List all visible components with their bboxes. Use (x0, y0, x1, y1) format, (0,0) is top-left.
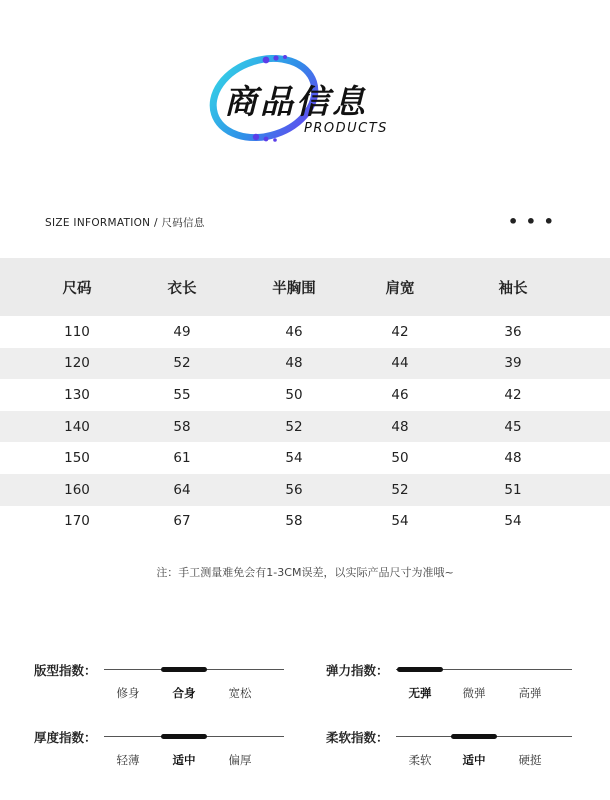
table-cell: 49 (173, 323, 191, 340)
table-row (0, 316, 610, 348)
table-cell: 36 (504, 323, 522, 340)
table-cell: 42 (391, 323, 409, 340)
table-cell: 48 (504, 450, 522, 467)
table-cell: 52 (285, 418, 303, 435)
table-cell: 120 (64, 355, 90, 372)
table-cell: 52 (173, 355, 191, 372)
table-row (0, 442, 610, 474)
more-icon: • • • (508, 212, 555, 231)
elasticity-option: 微弹 (462, 686, 486, 700)
table-cell: 64 (173, 481, 191, 498)
table-row (0, 474, 610, 506)
table-cell: 56 (285, 481, 303, 498)
fit-option: 合身 (172, 686, 196, 700)
table-header-cell: 尺码 (62, 280, 92, 297)
softness-option: 适中 (462, 753, 486, 767)
table-cell: 54 (391, 513, 409, 530)
softness-index (326, 728, 576, 768)
table-cell: 50 (285, 386, 303, 403)
table-cell: 55 (173, 386, 191, 403)
softness-index-label: 柔软指数： (326, 730, 389, 745)
measurement-note: 注：手工测量难免会有1-3CM误差，以实际产品尺寸为准哦~ (156, 566, 454, 579)
section-title: SIZE INFORMATION / 尺码信息 (45, 217, 205, 229)
table-cell: 44 (391, 355, 409, 372)
table-row (0, 411, 610, 443)
table-cell: 67 (173, 513, 191, 530)
table-cell: 39 (504, 355, 522, 372)
thickness-option: 适中 (172, 753, 196, 767)
elasticity-index (326, 661, 576, 701)
table-cell: 130 (64, 386, 90, 403)
table-cell: 46 (285, 323, 303, 340)
table-row (0, 348, 610, 380)
table-cell: 110 (64, 323, 90, 340)
table-header-row (0, 258, 610, 316)
table-cell: 58 (173, 418, 191, 435)
table-cell: 45 (504, 418, 522, 435)
table-cell: 52 (391, 481, 409, 498)
page-title: 商品信息 (224, 82, 368, 121)
table-header-cell: 半胸围 (272, 280, 316, 297)
softness-option: 硬挺 (518, 753, 542, 767)
elasticity-index-marker (397, 667, 443, 672)
table-cell: 140 (64, 418, 90, 435)
table-cell: 51 (504, 481, 522, 498)
thickness-index-label: 厚度指数： (34, 730, 97, 745)
table-cell: 42 (504, 386, 522, 403)
table-header-cell: 袖长 (498, 280, 528, 297)
table-row (0, 379, 610, 411)
thickness-index-marker (161, 734, 207, 739)
table-cell: 160 (64, 481, 90, 498)
elasticity-option: 高弹 (518, 686, 542, 700)
fit-index-label: 版型指数： (34, 663, 97, 678)
table-cell: 48 (285, 355, 303, 372)
thickness-option: 偏厚 (228, 753, 252, 767)
table-cell: 54 (285, 450, 303, 467)
table-cell: 170 (64, 513, 90, 530)
table-cell: 150 (64, 450, 90, 467)
table-row (0, 506, 610, 538)
products-logo (196, 38, 436, 158)
table-cell: 58 (285, 513, 303, 530)
table-cell: 54 (504, 513, 522, 530)
fit-option: 修身 (116, 686, 140, 700)
thickness-index (34, 728, 284, 768)
table-header-cell: 肩宽 (385, 280, 415, 297)
softness-index-marker (451, 734, 497, 739)
table-cell: 48 (391, 418, 409, 435)
fit-option: 宽松 (228, 686, 252, 700)
elasticity-option: 无弹 (408, 686, 432, 700)
fit-index-marker (161, 667, 207, 672)
elasticity-index-label: 弹力指数： (326, 663, 389, 678)
table-cell: 61 (173, 450, 191, 467)
table-cell: 50 (391, 450, 409, 467)
table-cell: 46 (391, 386, 409, 403)
table-header-cell: 衣长 (167, 280, 197, 297)
page-subtitle: PRODUCTS (304, 121, 388, 136)
thickness-option: 轻薄 (116, 753, 140, 767)
fit-index (34, 661, 284, 701)
size-table (0, 258, 610, 537)
softness-option: 柔软 (408, 753, 432, 767)
